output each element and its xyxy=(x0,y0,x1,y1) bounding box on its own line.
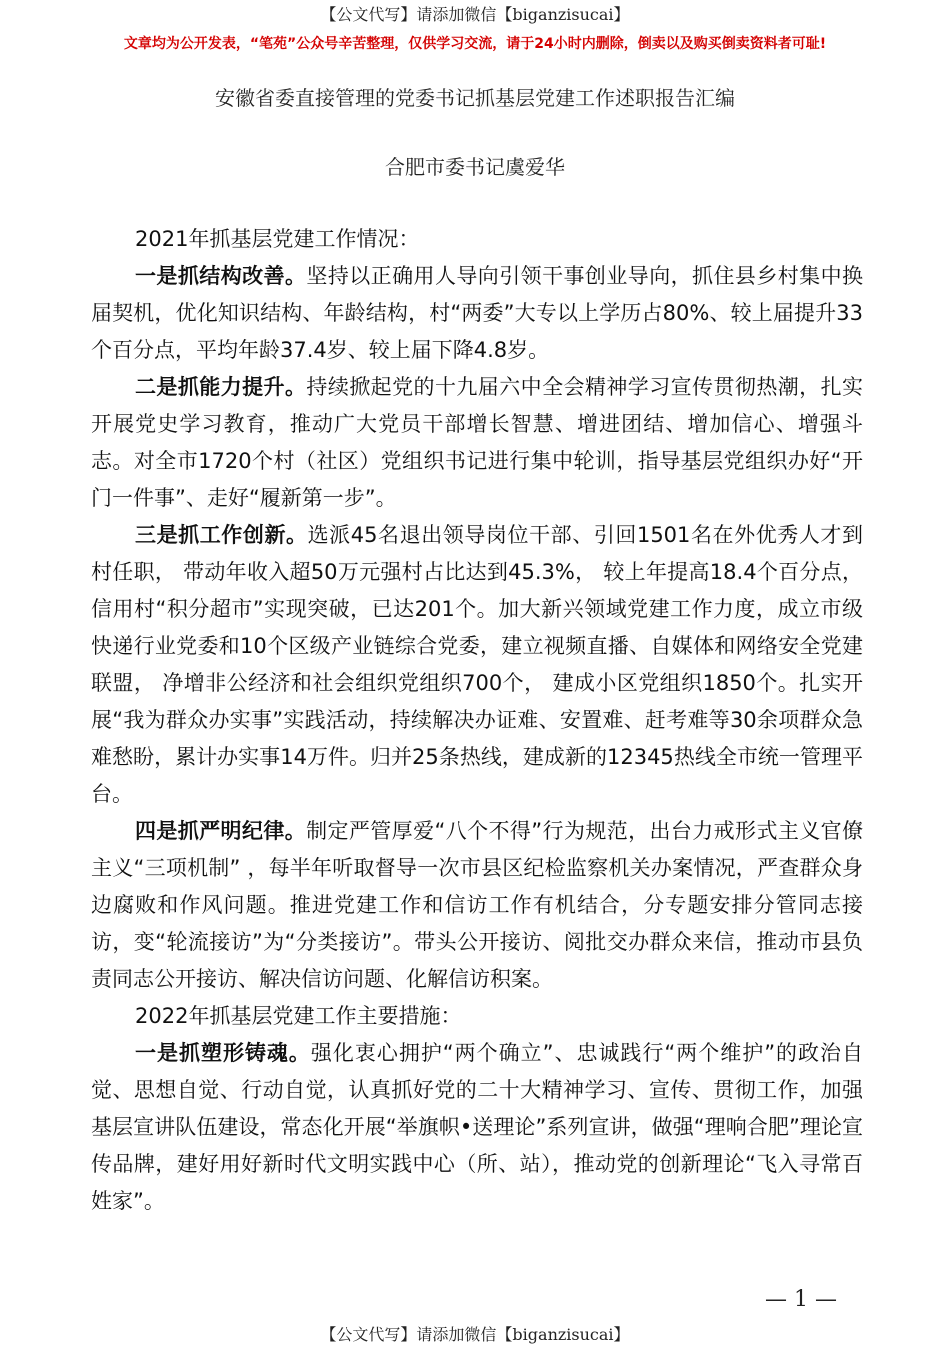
paragraph-lead: 二是抓能力提升。 xyxy=(135,375,307,399)
paragraph-discipline xyxy=(91,813,863,998)
top-banner: 【公文代写】请添加微信【biganzisucai】 xyxy=(320,5,630,24)
paragraph-capability xyxy=(91,369,863,517)
document-author: 合肥市委书记虞爱华 xyxy=(385,155,565,179)
paragraph-text: 选派45名退出领导岗位干部、引回1501名在外优秀人才到村任职， 带动年收入超50万元强村占比达到45.3%， 较上年提高18.4个百分点，信用村“积分超市”实现突破，已达201个。加大新兴领域党建工作力度，成立市级快递行业党委和10个区级产业链综合党委，建立视频直播、自媒体和网络安全党建联盟， 净增非公经济和社会组织党组织700个， 建成小区党组织1850个。扎实开展“我为群众办实事”实践活动，持续解决办证难、安置难、赶考难等30余项群众急难愁盼，累计办实事14万件。归并25条热线，建成新的12345热线全市统一管理平台。 xyxy=(91,523,863,806)
paragraph-text: 坚持以正确用人导向引领干事创业导向，抓住县乡村集中换届契机，优化知识结构、年龄结构，村“两委”大专以上学历占80%、较上届提升33个百分点，平均年龄37.4岁、较上届下降4.8岁。 xyxy=(91,264,864,362)
paragraph-lead: 四是抓严明纪律。 xyxy=(135,819,307,843)
page-number: — 1 — xyxy=(765,1287,837,1312)
document-body xyxy=(91,221,863,1220)
paragraph-lead: 一是抓结构改善。 xyxy=(135,264,307,288)
copyright-notice: 文章均为公开发表，“笔苑”公众号辛苦整理，仅供学习交流，请于24小时内删除，倒卖以及购买倒卖资料者可耻! xyxy=(123,36,827,52)
document-title: 安徽省委直接管理的党委书记抓基层党建工作述职报告汇编 xyxy=(215,86,735,110)
paragraph-soul-shaping xyxy=(91,1035,863,1220)
section-heading-2022: 2022年抓基层党建工作主要措施： xyxy=(135,1004,462,1028)
paragraph-innovation xyxy=(91,517,863,813)
paragraph-text: 强化衷心拥护“两个确立”、忠诚践行“两个维护”的政治自觉、思想自觉、行动自觉，认真抓好党的二十大精神学习、宣传、贯彻工作，加强基层宣讲队伍建设，常态化开展“举旗帜•送理论”系列宣讲，做强“理响合肥”理论宣传品牌，建好用好新时代文明实践中心（所、站），推动党的创新理论“飞入寻常百姓家”。 xyxy=(91,1041,864,1213)
paragraph-text: 制定严管厚爱“八个不得”行为规范，出台力戒形式主义官僚主义“三项机制” ，每半年听取督导一次市县区纪检监察机关办案情况，严查群众身边腐败和作风问题。推进党建工作和信访工作有机结合，分专题安排分管同志接访，变“轮流接访”为“分类接访”。带头公开接访、阅批交办群众来信，推动市县负责同志公开接访、解决信访问题、化解信访积案。 xyxy=(91,819,864,991)
paragraph-lead: 三是抓工作创新。 xyxy=(135,523,308,547)
paragraph-lead: 一是抓塑形铸魂。 xyxy=(135,1041,311,1065)
paragraph-text: 持续掀起党的十九届六中全会精神学习宣传贯彻热潮，扎实开展党史学习教育，推动广大党员干部增长智慧、增进团结、增加信心、增强斗志。对全市1720个村（社区）党组织书记进行集中轮训，指导基层党组织办好“开门一件事”、走好“履新第一步”。 xyxy=(91,375,864,510)
bottom-banner: 【公文代写】请添加微信【biganzisucai】 xyxy=(320,1325,630,1344)
paragraph-structure xyxy=(91,258,863,369)
section-heading-2021: 2021年抓基层党建工作情况： xyxy=(135,227,420,251)
